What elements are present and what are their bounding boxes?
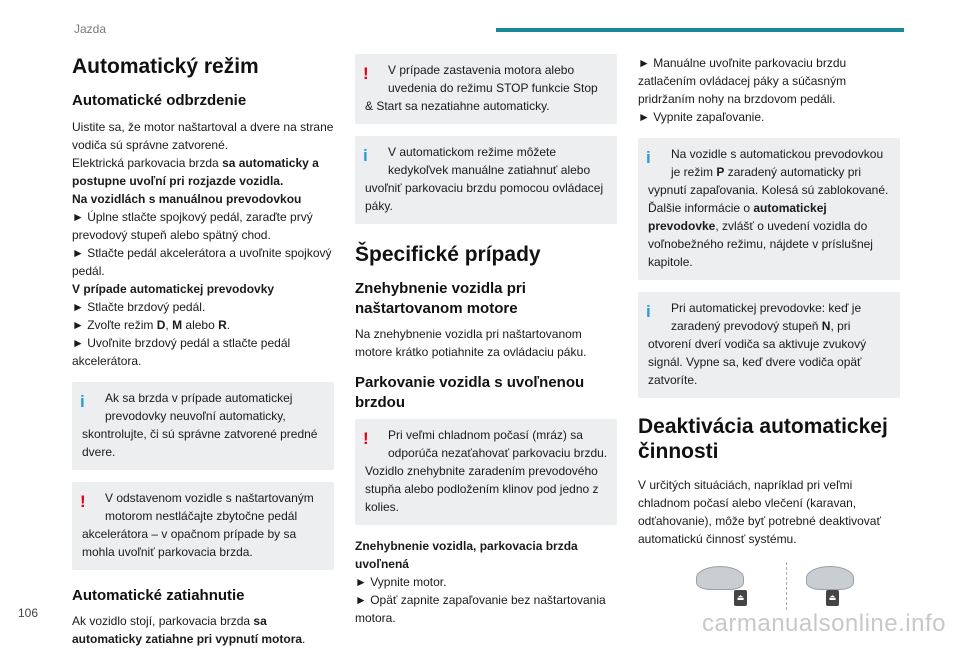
heading-parking-released: Parkovanie vozidla s uvoľnenou brzdou (355, 374, 585, 411)
heading-auto-release: Automatické odbrzdenie (72, 92, 247, 110)
info-note: i Ak sa brzda v prípade automatickej prevodovky neuvoľní automaticky, skontrolujte, či sú správne zatvorené predné dvere. (72, 382, 334, 470)
warning-icon: ! (363, 64, 369, 83)
subheading-automatic: V prípade automatickej prevodovky (72, 281, 275, 296)
brake-pedal-icon: ⏏ (826, 590, 839, 606)
warning-icon: ! (80, 491, 86, 511)
deactivation-illustration (656, 562, 856, 612)
column-3 (638, 54, 900, 612)
paragraph: Uistite sa, že motor naštartoval a dvere na strane vodiča sú správne zatvorené. (72, 119, 334, 152)
step: ► Uvoľnite brzdový pedál a stlačte pedál akcelerátora. (72, 335, 291, 368)
column-1 (72, 54, 334, 648)
step: ► Úplne stlačte spojkový pedál, zaraďte prvý prevodový stupeň alebo spätný chod. (72, 209, 313, 242)
paragraph: V určitých situáciách, napríklad pri veľmi chladnom počasí alebo vlečení (karavan, odťahovanie), môže byť potrebné deaktivovať automatickú činnosť systému. (638, 478, 881, 547)
watermark: carmanualsonline.info (702, 610, 946, 637)
paragraph: Ak vozidlo stojí, parkovacia brzda sa automaticky zatiahne pri vypnutí motora. (72, 614, 306, 647)
heading-auto-apply: Automatické zatiahnutie (72, 586, 245, 604)
heading-immobilise: Znehybnenie vozidla pri naštartovanom motore (355, 280, 526, 317)
warning-note: ! V odstavenom vozidle s naštartovaným motorom nestláčajte zbytočne pedál akcelerátora – v opačnom prípade by sa mohla uvoľniť parkovacia brzda. (72, 482, 334, 570)
step: ► Stlačte brzdový pedál. (72, 299, 206, 314)
step: ► Opäť zapnite zapaľovanie bez naštartovania motora. (355, 593, 606, 626)
info-icon: i (80, 391, 85, 411)
info-note: i Na vozidle s automatickou prevodovkou je režim P zaradený automaticky pri vypnutí zapaľovania. Kolesá sú zablokované. Ďalšie informácie o automatickej prevodovke, zvlášť o uvedení vozidla do voľnobežného režimu, nájdete v príslušnej kapitole. (638, 138, 900, 280)
step: ► Zvoľte režim D, M alebo R. (72, 317, 231, 332)
steering-wheel-icon (696, 566, 744, 590)
subheading-manual: Na vozidlách s manuálnou prevodovkou (72, 191, 302, 206)
page-number: 106 (18, 606, 39, 620)
paragraph: Elektrická parkovacia brzda sa automaticky a postupne uvoľní pri rozjazde vozidla. (72, 155, 319, 188)
info-icon: i (646, 148, 651, 167)
step: ► Vypnite motor. (355, 575, 447, 590)
info-note: i V automatickom režime môžete kedykoľvek manuálne zatiahnuť alebo uvoľniť parkovaciu brzdu pomocou ovládacej páky. (355, 136, 617, 224)
heading-special-cases: Špecifické prípady (355, 243, 541, 266)
subheading: Znehybnenie vozidla, parkovacia brzda uvoľnená (355, 539, 578, 572)
info-note: i Pri automatickej prevodovke: keď je zaradený prevodový stupeň N, pri otvorení dverí vodiča sa aktivuje zvukový signál. Vypne sa, keď dvere vodiča opäť zatvoríte. (638, 292, 900, 398)
info-icon: i (646, 302, 651, 321)
paragraph: Na znehybnenie vozidla pri naštartovanom motore krátko potiahnite za ovládaciu páku. (355, 327, 587, 360)
step: ► Stlačte pedál akcelerátora a uvoľnite spojkový pedál. (72, 245, 332, 278)
warning-note: ! V prípade zastavenia motora alebo uvedenia do režimu STOP funkcie Stop & Start sa nezatiahne automaticky. (355, 54, 617, 124)
brake-pedal-icon: ⏏ (734, 590, 747, 606)
divider (786, 562, 787, 610)
info-icon: i (363, 146, 368, 165)
heading-automatic-mode: Automatický režim (72, 55, 259, 78)
heading-deactivation: Deaktivácia automatickej činnosti (638, 415, 888, 464)
warning-icon: ! (363, 429, 369, 449)
warning-note: ! Pri veľmi chladnom počasí (mráz) sa odporúča nezaťahovať parkovaciu brzdu. Vozidlo znehybnite zaradením prevodového stupňa alebo podložením klinov pod jedno z kolies. (355, 419, 617, 525)
step: ► Manuálne uvoľnite parkovaciu brzdu zatlačením ovládacej páky a súčasným pridržaním nohy na brzdovom pedáli. (638, 56, 847, 106)
step: ► Vypnite zapaľovanie. (638, 110, 765, 124)
section-title: Jazda (74, 22, 107, 36)
steering-wheel-icon (806, 566, 854, 590)
section-accent-bar (496, 28, 904, 32)
column-2 (355, 54, 617, 627)
